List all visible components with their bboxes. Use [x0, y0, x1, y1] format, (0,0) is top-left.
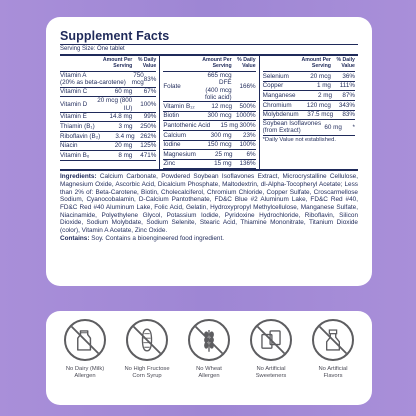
- nutrient-name: [263, 102, 293, 109]
- daily-value: 100%: [140, 100, 157, 108]
- daily-value: 136%: [239, 160, 256, 168]
- nutrient-subnote: (400 mcg folic acid): [205, 86, 232, 101]
- facts-title: Supplement Facts: [60, 29, 358, 45]
- nutrient-label: Vitamin E: [60, 113, 87, 121]
- nutrient-name: [263, 111, 299, 118]
- nutrient-label: Molybdenum: [262, 111, 299, 119]
- amount-value: 665 mcg DFE: [207, 72, 232, 87]
- nutrient-subnote: (from Extract): [262, 127, 301, 135]
- nutrient-row: [263, 72, 355, 82]
- amount-value: 3 mg: [118, 123, 133, 130]
- nutrient-amount: [95, 123, 133, 130]
- badge-row: [46, 311, 372, 380]
- daily-value: 67%: [143, 88, 157, 96]
- nutrient-row: [60, 151, 156, 161]
- nutrient-amount: [196, 151, 233, 158]
- badge-label: No Dairy (Milk) Allergen: [65, 366, 105, 380]
- nutrient-label: Chromium: [262, 101, 292, 109]
- nutrient-amount: [210, 122, 238, 129]
- nutrient-row: [163, 150, 255, 160]
- header-spacer: [60, 58, 94, 70]
- supplement-facts-card: [46, 17, 372, 286]
- nutrient-column-2: [159, 56, 258, 169]
- badge-label: No Artificial Flavors: [318, 366, 348, 380]
- nutrient-label: Pantothenic Acid: [163, 122, 211, 129]
- nutrient-label: Magnesium: [163, 150, 196, 158]
- amount-value: 60 mg: [114, 88, 133, 96]
- nutrient-amount: [94, 152, 132, 159]
- amount-value: 15 mg: [220, 122, 239, 129]
- nutrient-amount: [194, 72, 232, 101]
- nutrient-name: [163, 151, 196, 158]
- nutrient-name: [60, 113, 94, 120]
- daily-value: 87%: [342, 92, 355, 100]
- daily-value: 125%: [140, 142, 157, 150]
- ingredients-list: Calcium Carbonate, Powdered Soybean Isoflavones Extract, Microcrystalline Cellulose, Magnesium Oxide, Ascorbic Acid, Dicalcium Phosphate, Maltodextrin, dl-Alpha-Tocopheryl Acetate; Less than 2% of: Beta-Carotene, Biotin, Cholecalciferol, Chromium Chloride, Copper Sulfate, Croscarmellose Sodium, Cyanocobalamin, D-Calcium Pantothenate, FD&C Blue #2 Aluminum Lake, FD&C Red #40, FD&C Red #40 Aluminum Lake, Folic Acid, Gelatin, Hydroxypropyl Methylcellulose, Manganese Sulfate, Niacinamide, Polyethylene Glycol, Potassium Iodide, Pyridoxine Hydrochloride, Riboflavin, Silicon Dioxide, Sodium Molybdate, Sodium Selenite, Stearic Acid, Thiamine Mononitrate, Titanium Dioxide (color), Vitamin A Acetate, Zinc Oxide.: [60, 173, 358, 235]
- nutrient-amount: [194, 132, 232, 139]
- nutrient-label: Vitamin B₆: [60, 151, 90, 159]
- daily-value: 100%: [239, 141, 256, 149]
- nutrient-label: Soybean Isoflavones: [262, 120, 322, 128]
- amount-value: 120 mcg: [306, 101, 331, 109]
- daily-value: 262%: [140, 132, 157, 140]
- amount-value: 20 mcg (800 IU): [97, 97, 133, 112]
- nutrient-label: Niacin: [60, 142, 78, 150]
- nutrient-row: [163, 72, 255, 102]
- header-amount: Amount Per Serving: [102, 57, 133, 70]
- amount-value: 3.4 mg: [115, 132, 135, 140]
- amount-value: 2 mg: [317, 92, 332, 100]
- amount-value: 15 mg: [214, 160, 232, 168]
- nutrient-name: [60, 133, 100, 140]
- header-spacer: [263, 58, 293, 70]
- nutrient-amount: [194, 141, 232, 148]
- nutrient-amount: [94, 113, 132, 120]
- contains-label: Contains:: [60, 234, 90, 242]
- nutrient-label: Biotin: [163, 112, 180, 120]
- nutrient-name: [163, 112, 193, 119]
- nutrient-columns: [60, 56, 358, 171]
- nutrient-name: [60, 123, 95, 130]
- nutrient-row: [60, 72, 156, 87]
- no-hfcs-icon: [126, 319, 168, 361]
- badge-no-hfcs: [119, 319, 175, 380]
- nutrient-name: [60, 152, 94, 159]
- nutrient-name: [163, 83, 193, 90]
- nutrient-name: [60, 72, 126, 86]
- column-header: [263, 56, 355, 72]
- amount-value: 14.8 mg: [109, 113, 133, 121]
- nutrient-name: [263, 73, 293, 80]
- nutrient-amount: [299, 111, 333, 118]
- amount-value: 60 mg: [324, 123, 342, 131]
- daily-value: 83%: [342, 111, 355, 119]
- daily-value: 250%: [140, 123, 157, 130]
- badge-no-dairy: [57, 319, 113, 380]
- nutrient-label: Iodine: [163, 141, 181, 149]
- nutrient-amount: [293, 82, 331, 89]
- nutrient-row: [263, 111, 355, 121]
- amount-value: 300 mg: [210, 131, 232, 139]
- nutrient-row: [163, 160, 255, 170]
- daily-value: 83%: [143, 75, 157, 83]
- column-header: [60, 56, 156, 72]
- daily-value: *: [352, 123, 355, 131]
- no-flavor-icon: [312, 319, 354, 361]
- nutrient-label: Thiamin (B₁): [60, 123, 95, 130]
- nutrient-label: Vitamin A: [60, 72, 87, 80]
- nutrient-amount: [293, 73, 331, 80]
- amount-value: 750 mcg: [131, 72, 144, 87]
- nutrient-row: [60, 142, 156, 152]
- nutrient-label: Selenium: [262, 72, 289, 80]
- nutrient-label: Riboflavin (B₂): [60, 132, 101, 140]
- nutrient-row: [60, 122, 156, 132]
- header-spacer: [163, 58, 193, 70]
- header-amount: Amount Per Serving: [202, 57, 232, 70]
- badge-no-flavor: [305, 319, 361, 380]
- header-daily-value: % Daily Value: [137, 57, 157, 70]
- nutrient-amount: [293, 102, 331, 109]
- ingredients-label: Ingredients:: [60, 173, 97, 181]
- nutrient-label: Vitamin C: [60, 88, 88, 96]
- amount-value: 20 mg: [114, 142, 133, 150]
- nutrient-amount: [94, 142, 132, 149]
- daily-value: 300%: [239, 122, 256, 129]
- no-dairy-icon: [64, 319, 106, 361]
- nutrient-row: [263, 82, 355, 92]
- nutrient-label: Manganese: [262, 92, 296, 100]
- nutrient-label: Zinc: [163, 160, 176, 168]
- ingredients-text: [60, 171, 358, 242]
- badge-label: No High Fructose Corn Syrup: [124, 366, 170, 380]
- nutrient-column-1: [60, 56, 159, 169]
- nutrient-row: [263, 120, 355, 135]
- nutrient-column-3: [259, 56, 358, 169]
- daily-value: 343%: [338, 101, 355, 109]
- daily-value: 500%: [239, 102, 256, 110]
- nutrient-label: Folate: [163, 83, 181, 91]
- nutrient-amount: [94, 88, 132, 95]
- nutrient-name: [163, 141, 193, 148]
- header-daily-value: % Daily Value: [237, 57, 256, 70]
- amount-value: 150 mcg: [207, 141, 232, 149]
- no-sweetener-icon: [250, 319, 292, 361]
- amount-value: 37.5 mcg: [307, 111, 334, 119]
- nutrient-label: Copper: [262, 82, 284, 90]
- serving-size: Serving Size: One tablet: [60, 45, 358, 56]
- header-daily-value: % Daily Value: [336, 57, 355, 70]
- nutrient-amount: [296, 92, 332, 99]
- free-from-badges-card: [46, 311, 372, 405]
- nutrient-label: Vitamin D: [60, 100, 88, 108]
- nutrient-name: [60, 88, 94, 95]
- daily-value: 99%: [143, 113, 157, 121]
- nutrient-row: [163, 102, 255, 112]
- daily-value: 23%: [243, 131, 256, 139]
- nutrient-name: [263, 120, 321, 134]
- nutrient-row: [60, 88, 156, 98]
- nutrient-label: Calcium: [163, 131, 187, 139]
- badge-no-sweetener: [243, 319, 299, 380]
- nutrient-name: [163, 160, 193, 167]
- nutrient-name: [263, 82, 293, 89]
- nutrient-row: [60, 113, 156, 123]
- nutrient-row: [263, 101, 355, 111]
- nutrient-row: [163, 131, 255, 141]
- nutrient-row: [60, 97, 156, 112]
- daily-value: 166%: [239, 83, 256, 91]
- nutrient-row: [163, 141, 255, 151]
- badge-label: No Wheat Allergen: [196, 366, 222, 380]
- amount-value: 25 mg: [214, 150, 233, 158]
- daily-value: 36%: [342, 72, 355, 80]
- daily-value: 1000%: [236, 112, 256, 120]
- column-header: [163, 56, 255, 72]
- nutrient-name: [163, 103, 194, 110]
- amount-value: 12 mcg: [211, 102, 233, 110]
- nutrient-amount: [194, 160, 232, 167]
- nutrient-amount: [100, 133, 134, 140]
- nutrient-amount: [126, 72, 144, 86]
- nutrient-amount: [194, 112, 232, 119]
- supplement-facts-panel: [60, 29, 358, 242]
- daily-value: 6%: [246, 150, 256, 158]
- nutrient-name: [163, 132, 193, 139]
- nutrient-label: Vitamin B₁₂: [163, 102, 195, 110]
- daily-value-footnote: *Daily Value not established.: [262, 136, 336, 143]
- header-amount: Amount Per Serving: [301, 57, 331, 70]
- badge-no-wheat: [181, 319, 237, 380]
- amount-value: 8 mg: [118, 151, 133, 159]
- nutrient-name: [60, 142, 94, 149]
- nutrient-amount: [321, 124, 342, 131]
- nutrient-name: [163, 122, 210, 129]
- nutrient-row: [263, 91, 355, 101]
- amount-value: 20 mcg: [310, 72, 331, 80]
- nutrient-row: [60, 132, 156, 142]
- nutrient-row: [163, 121, 255, 131]
- amount-value: 1 mg: [316, 82, 331, 90]
- contains-text: Soy. Contains a bioengineered food ingredient.: [91, 234, 225, 242]
- badge-label: No Artificial Sweeteners: [255, 366, 287, 380]
- nutrient-subnote: (20% as beta-carotene): [60, 79, 126, 87]
- nutrient-amount: [195, 103, 232, 110]
- nutrient-row: [163, 112, 255, 122]
- amount-value: 300 mcg: [207, 112, 232, 120]
- nutrient-name: [60, 101, 94, 108]
- nutrient-name: [263, 92, 296, 99]
- daily-value: 471%: [140, 151, 157, 159]
- nutrient-amount: [94, 97, 132, 111]
- no-wheat-icon: [188, 319, 230, 361]
- daily-value: 111%: [339, 82, 355, 90]
